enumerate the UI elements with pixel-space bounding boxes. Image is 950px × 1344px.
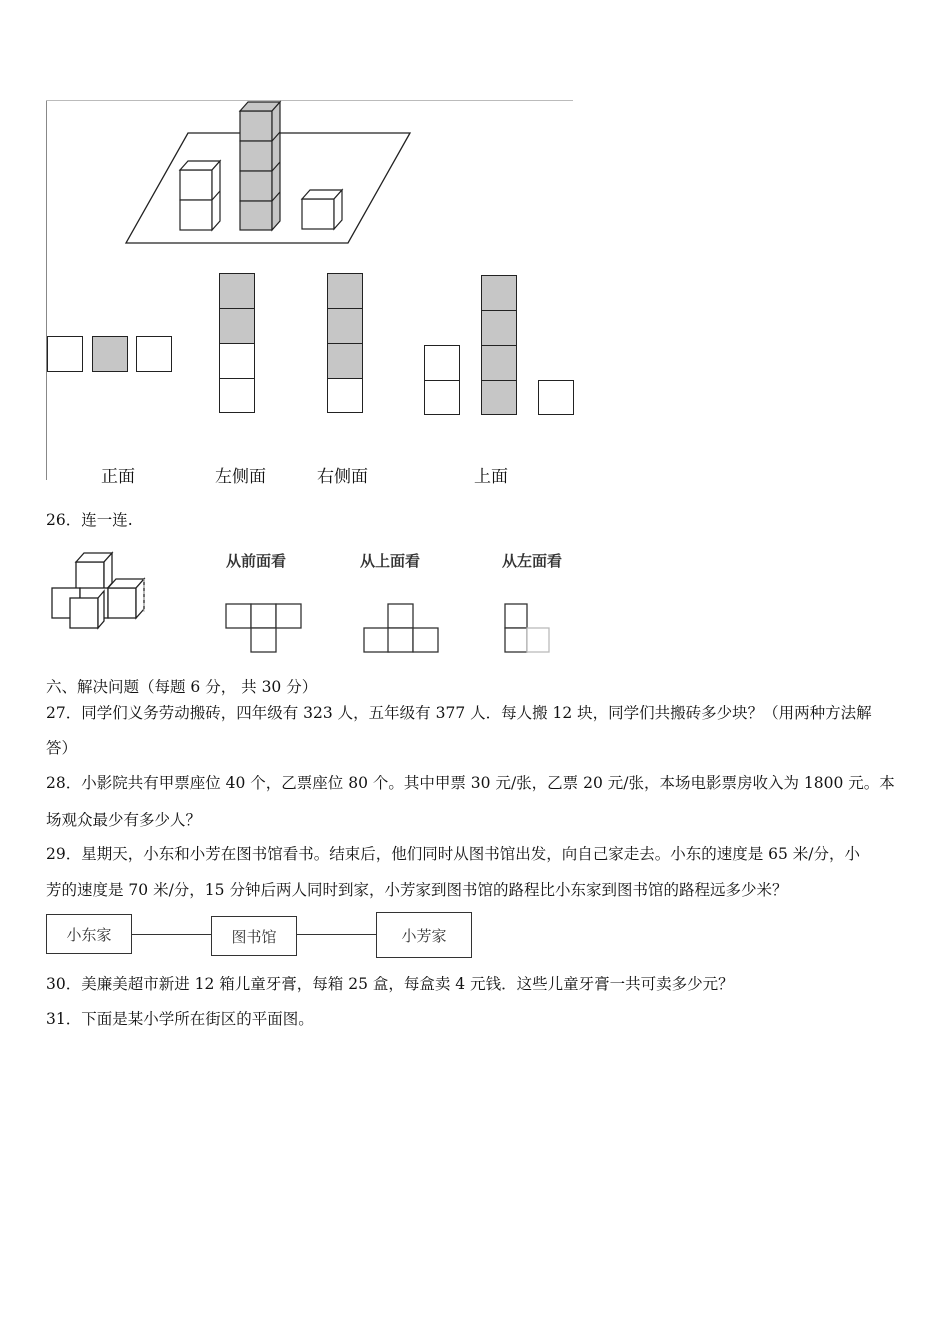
front-view-square-3 xyxy=(136,336,172,372)
top-view-square-1 xyxy=(424,345,460,381)
question-29-line-2: 芳的速度是 70 米/分，15 分钟后两人同时到家，小芳家到图书馆的路程比小东家到图书馆的路程远多少米？ xyxy=(46,881,788,899)
top-view-square-6 xyxy=(481,380,517,415)
left-view-square-2 xyxy=(219,308,255,344)
question-28-line-2: 场观众最少有多少人？ xyxy=(46,811,202,829)
left-view-square-3 xyxy=(219,343,255,379)
question-29-line-1: 29．星期天，小东和小芳在图书馆看书。结束后，他们同时从图书馆出发，向自己家走去。小东的速度是 65 米/分，小 xyxy=(46,845,861,863)
front-view-square-1 xyxy=(47,336,83,372)
left-view-square-1 xyxy=(219,273,255,309)
label-top: 上面 xyxy=(474,467,508,487)
front-view-square-2 xyxy=(92,336,128,372)
top-view-square-5 xyxy=(481,345,517,381)
right-view-square-2 xyxy=(327,308,363,344)
place-xiaofang-home: 小芳家 xyxy=(376,912,472,958)
right-view-square-4 xyxy=(327,378,363,413)
right-view-square-3 xyxy=(327,343,363,379)
place-library: 图书馆 xyxy=(211,916,297,956)
route-diagram xyxy=(0,906,500,966)
top-view-square-7 xyxy=(538,380,574,415)
view-label-front: 从前面看 xyxy=(226,552,287,570)
label-right-side: 右侧面 xyxy=(317,467,368,487)
road-segment-2 xyxy=(297,934,376,935)
cube-views-figure xyxy=(0,0,600,500)
view-label-left: 从左面看 xyxy=(502,552,563,570)
view-label-top: 从上面看 xyxy=(360,552,421,570)
left-view-square-4 xyxy=(219,378,255,413)
question-26: 26．连一连. xyxy=(46,511,133,529)
question-31: 31．下面是某小学所在街区的平面图。 xyxy=(46,1010,314,1028)
question-30: 30．美廉美超市新进 12 箱儿童牙膏，每箱 25 盒，每盒卖 4 元钱．这些儿童牙膏一共可卖多少元？ xyxy=(46,975,734,993)
top-view-square-3 xyxy=(481,275,517,311)
label-front: 正面 xyxy=(101,467,135,487)
label-left-side: 左侧面 xyxy=(215,467,266,487)
q26-figure xyxy=(0,540,600,670)
right-view-square-1 xyxy=(327,273,363,309)
place-xiaodong-home: 小东家 xyxy=(46,914,132,954)
cube-plane-drawing xyxy=(0,0,600,260)
road-segment-1 xyxy=(132,934,211,935)
top-view-square-2 xyxy=(424,380,460,415)
q26-front-view-shape xyxy=(222,600,312,660)
top-view-square-4 xyxy=(481,310,517,346)
q26-left-view-shape xyxy=(500,600,570,660)
question-27-line-1: 27．同学们义务劳动搬砖，四年级有 323 人，五年级有 377 人．每人搬 12 块，同学们共搬砖多少块？（用两种方法解 xyxy=(46,704,872,722)
q26-cube-solid xyxy=(48,550,208,650)
section-6-title: 六、解决问题（每题 6 分， 共 30 分） xyxy=(46,678,318,696)
question-27-line-2: 答） xyxy=(46,739,78,757)
q26-top-view-shape xyxy=(360,600,450,660)
question-28-line-1: 28．小影院共有甲票座位 40 个，乙票座位 80 个。其中甲票 30 元/张，乙票 20 元/张，本场电影票房收入为 1800 元。本 xyxy=(46,774,895,792)
